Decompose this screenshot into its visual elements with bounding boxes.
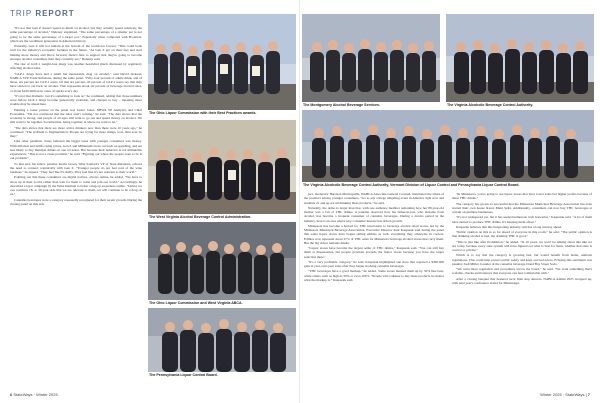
paragraph: Minnesota has become a hotbed for THC innovation to beverage alcohol retail stores, led by the Minnesota Municipal Beverage Association. Executive Director Paul Kaspszak said during the panel that some liquor stores have begun selling edibles as well, everything they otherwise in coolers. Edibles now represent about 27% of THC sales for Minnesota beverage alcohol stores that carry them. But the big driver remains drinks. [304,223,444,245]
section-header-part-b: REPORT [35,9,75,18]
paragraph: "GLP-1 drugs have had a small but measurable drag on alcohol," said David Jackson, NABCA SVP Trade Relations, during the same panel. "Fifty-four percent of adults drink, and of those, six percent are GLP-1 users. Of that six percent, 45 percent of GLP-1 users say that they have started to cut back on alcohol. That represents about six percent of beverage alcohol sales, or about $100 million in cases of spirits every day. [10,71,142,93]
folio-left-text: StateWays · Winter 2025 [13,392,58,397]
caption-ohio-commission: The Ohio Liquor Commission with their Best Practices awards. [149,111,257,115]
caption-montgomery: The Montgomery Alcohol Beverage Services. [303,103,380,107]
paragraph: Painting a rosier picture on the panel was Lester Jones, NBWA VP Analytics and Chief Economist. "I'm not convinced that the sales aren't coming," he said. "The data shows that the economy is strong, and people of all ages still want to go out and spend money on alcohol. We still want to be together. Socialization, being together, is where we want to be." [10,107,142,125]
paragraph: Like other panelists, Jones believed the bigger issue with younger consumers was money. With inflation and tariffs rising prices, Gen Z and Millennials have cut back on spending, and are less likely to buy multiple drinks on one occasion. But because their behavior is not immutable experiences: "This is not a cause problem," he said. "Figuring out where the people want to be is our problem." [10,139,142,161]
paragraph: Pointing out that these consumers are digital natives, always online, he added, "We have to show up in their world, rather than wait for them to come and join our world." Accordingly, he described a layer campaign by the Wine Institute to better category awareness online. "Unless we can convince 18- to 30-year-olds that we are relevant to them, we will continue to be a drag on us." [10,175,142,197]
paragraph: "Liquor stores have become the largest seller of THC drinks," Kaspszak said. "You can still buy them at dispensaries, but people gravitate towards the liquor stores because you have the larger selection there." [304,246,444,259]
section-header-part-a: TRIP [10,9,33,18]
section-header [10,9,75,18]
folio-left [10,392,58,397]
photo-pennsylvania [148,308,296,372]
photo-ohio-commission [148,14,296,110]
paragraph: "We want more regulation and procedures across the board," he said. "We want something that's scalable, checks and balances that everyone can feel comfortable with." [452,267,592,276]
folio-right-text: Winter 2025 · StateWays | [540,392,587,397]
paragraph: "THC beverages have a good markup," he added. Some stores marked them up by 50% like beer, while others went as high as 50% or even 100%. "People will continue to buy these products no matter what the markup is." Kaspszak said. [304,269,444,282]
article-column-left [10,26,142,391]
paragraph: After a closing banquet that featured local Irish step dancers, NABCA Admin 2025 wrapped up, with next year's conference slated for Mississippi. [452,276,592,285]
caption-ohio-wv: The Ohio Liquor Commission and West Virginia ABCA. [149,301,243,305]
paragraph: To that end, his fellow panelist Kevin Groen, West Sanford's VP of State Relations, echoed the need to connect organically with Gen Z. "Younger people do not feel part of the wine business," he argued. "They feel like it's stuffy. They feel like it's not relevant to their world." [10,161,142,174]
paragraph: The rise of GLP-1 weight-loss drugs was another headwind much discussed by regulatory affecting alcohol sales. [10,62,142,71]
page-number-right: 7 [587,392,590,397]
paragraph: "It's a very profitable category," he said. Kaspszak highlighted one store that reported a $300,000 gain in year-over-year sales after they began stocking cannabis beverages. [304,259,444,268]
photo-virginia-vermont-pennsylvania [302,110,594,182]
paragraph: Kaspszak believes that this burgeoning industry still has a long runway ahead. [456,224,562,229]
caption-pennsylvania: The Pennsylvania Liquor Control Board. [149,373,218,377]
paragraph: Cannabis beverages were a category repeatedly recognized for their recent growth. During the closing panel on this sub- [10,197,142,206]
caption-west-virginia: The West Virginia Alcohol Beverage Control Administration. [149,215,252,219]
paragraph: "Public opinion on this is so far ahead of everyone in this room," he said. "The public opinion is that drinking alcohol is bad, but drinking THC is good." [452,230,592,239]
paragraph: Naturally, the demo is larger than that, with one audience member remarking how her 80-year-old mother was a fan of THC drinks. A panelist observed how his father-in-law, who abstains from alcohol, has become a frequent consumer of cannabis beverages. During a downs period in the industry, here is an area where new consumer interest has driven growth. [304,205,444,223]
photo-west-virginia [148,120,296,214]
photo-virginia-commission [446,14,594,102]
paragraph: ject, moderator Harrison Marticguilla, NABCA Associate General Counsel, mentioned the allure of the products among younger consumers. "Go to any college tailgating event in America right now and students 21 and up are all drinking these products," he said. [304,192,444,205]
paragraph: "In Minnesota, you're going to see liquor stores that have lower sales but higher profits because of these THC drinks." [452,192,592,201]
paragraph: "It's not widespread yet, but it has seeded numerous craft breweries," Kaspszak said. "A lot of them have started to produce THC drinks. It's keeping them afloat." [452,215,592,224]
paragraph: Which is to say that the category is growing fast, but would benefit from better, uniform regulations. This could help protect public safety and keep out bad actors. Echoing this sentiment was panelist Josh Miller, founder of the cannabis beverage brand Bay Street Soda. [452,253,592,266]
caption-virginia-commission: The Virginia Alcoholic Beverage Control Authority. [447,103,534,107]
photo-montgomery [302,14,440,102]
paragraph: "The data shows that there are more active drinkers now than there were 10 years ago," he continued. "The problem is fragmentation: People are trying far more things, now, than ever do they." [10,125,142,138]
folio-right [540,392,590,397]
paragraph: "It's not that Gen Z doesn't spend as much on alcohol, but they actually spend relatively the same percentage of alcohol," Delenay explained. "The same percentage of a smaller pot is not going to be the same percentage of a larger pot." Especially when compared with Boomers, which are the wealthiest generation in American history. [10,26,142,43]
paragraph: "This is just like after Prohibition," he added. "In 10 years, we won't be talking about this like we are today, because every state system will have figured out what is best for them, whether that state is control or private." [452,239,592,252]
article-column-middle [304,192,444,392]
paragraph: The category has grown so successful that the Minnesota Municipal Beverage Association has even started their own house brand, Muni Seltz. Additionally, consumers can now buy THC beverages at certain on-premise businesses. [452,201,592,214]
article-column-right [452,192,592,392]
photo-ohio-wv [148,222,296,300]
right-page [300,0,600,403]
page-number-left: 6 [10,392,13,397]
paragraph: Naturally, Gen Z will not remain at the bottom of the workforce forever. "This could bode well for the industry's economic fortunes in the future. "As Gen Z get on their feet and start making more money and move forward, there's data to support that they're going to become stronger alcohol consumers than they currently are," Delenay said. [10,44,142,61]
paragraph: "It's not that dramatic, but it's something to look at," he continued, adding that those numbers were before GLP-1 drugs become generically available, and cheaper to buy – meaning more trouble may lie ahead here. [10,93,142,107]
caption-virginia-vermont-pennsylvania: The Virginia Alcoholic Beverage Control Authority, Vermont Division of Liquor Control and Pennsylvania Liquor Control Board. [303,183,520,187]
